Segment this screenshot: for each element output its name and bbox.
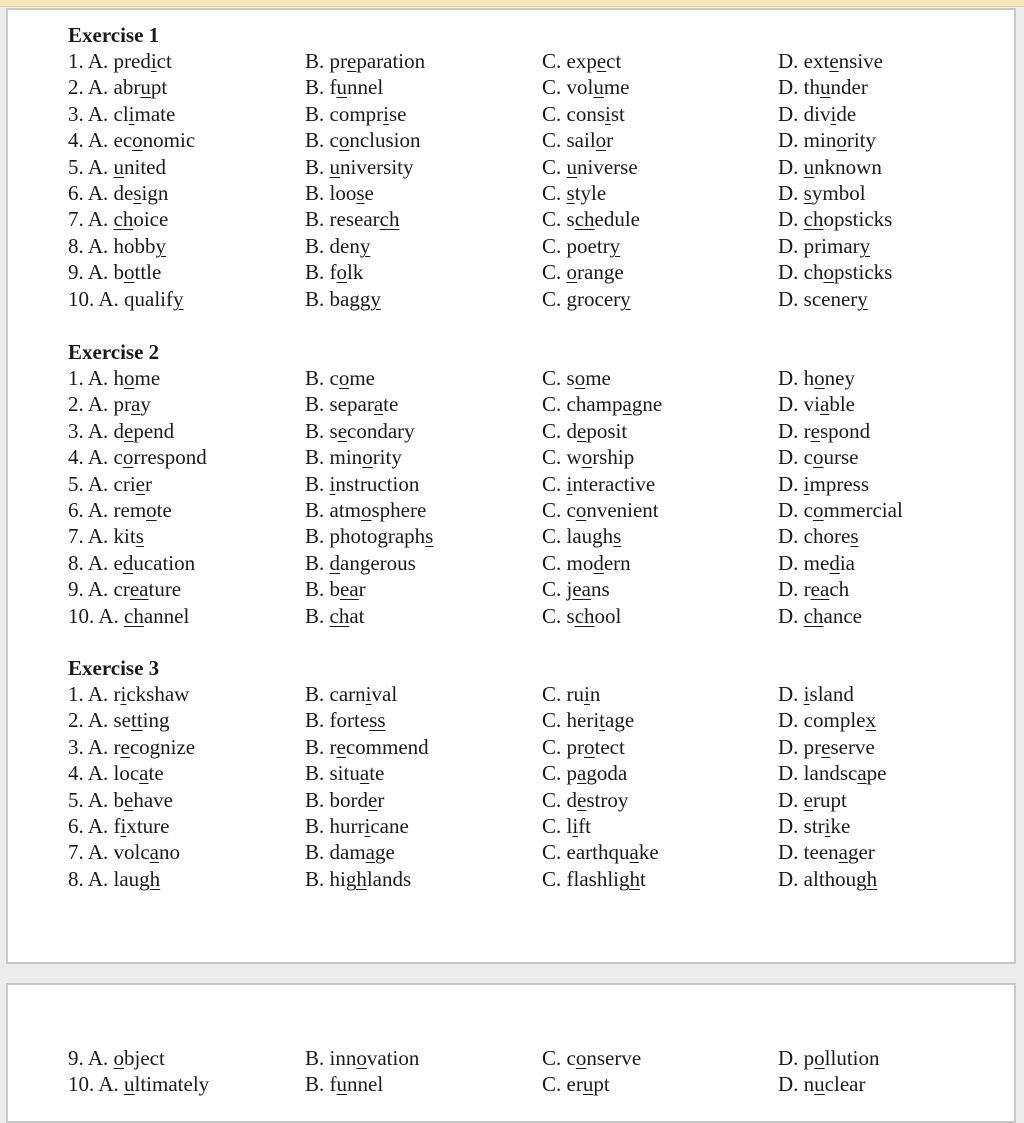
option-a: 5. A. behave	[68, 787, 173, 812]
question-row	[68, 787, 968, 813]
option-b: B. loose	[305, 180, 374, 205]
question-row	[68, 550, 968, 576]
document-page-2	[6, 983, 1016, 1123]
option-d: D. preserve	[778, 734, 875, 759]
option-a: 8. A. hobby	[68, 233, 167, 258]
option-d: D. thunder	[778, 75, 868, 100]
option-c: C. school	[542, 603, 622, 628]
question-row	[68, 154, 968, 180]
question-row	[68, 259, 968, 285]
question-row	[68, 839, 968, 865]
option-b: B. fortess	[305, 708, 386, 733]
option-b: B. situate	[305, 761, 385, 786]
exercise-3-continued-rows	[68, 1045, 968, 1098]
option-a: 10. A. ultimately	[68, 1072, 210, 1097]
question-row	[68, 707, 968, 733]
option-a: 2. A. pray	[68, 392, 151, 417]
option-c: C. flashlight	[542, 866, 646, 891]
question-row	[68, 681, 968, 707]
option-c: C. universe	[542, 154, 638, 179]
option-b: B. damage	[305, 840, 395, 865]
question-row	[68, 497, 968, 523]
question-row	[68, 1045, 968, 1071]
option-d: D. honey	[778, 366, 855, 390]
question-row	[68, 471, 968, 497]
option-c: C. orange	[542, 260, 624, 285]
option-a: 5. A. united	[68, 154, 167, 179]
option-c: C. destroy	[542, 787, 629, 812]
option-c: C. deposit	[542, 418, 628, 443]
option-d: D. scenery	[778, 286, 868, 311]
option-a: 10. A. qualify	[68, 286, 184, 311]
option-b: B. secondary	[305, 418, 415, 443]
option-b: B. conclusion	[305, 128, 421, 153]
option-c: C. champagne	[542, 392, 663, 417]
exercise-title: Exercise 2	[68, 340, 160, 364]
option-d: D. chores	[778, 524, 859, 549]
option-b: B. hurricane	[305, 813, 409, 838]
option-b: B. preparation	[305, 49, 426, 73]
option-b: B. comprise	[305, 101, 407, 126]
top-toolbar-strip	[0, 0, 1024, 7]
option-a: 3. A. climate	[68, 101, 176, 126]
option-b: B. research	[305, 207, 400, 232]
option-a: 7. A. kits	[68, 524, 144, 549]
question-row	[68, 101, 968, 127]
option-a: 3. A. depend	[68, 418, 175, 443]
question-row	[68, 576, 968, 602]
option-b: B. university	[305, 154, 414, 179]
option-b: B. highlands	[305, 866, 412, 891]
option-c: C. style	[542, 180, 607, 205]
option-a: 9. A. bottle	[68, 260, 162, 285]
option-b: B. funnel	[305, 75, 384, 100]
option-b: B. instruction	[305, 471, 420, 496]
question-row	[68, 206, 968, 232]
option-b: B. recommend	[305, 734, 429, 759]
option-d: D. teenager	[778, 840, 875, 865]
option-a: 7. A. volcano	[68, 840, 180, 865]
option-a: 9. A. creature	[68, 577, 182, 602]
question-row	[68, 734, 968, 760]
option-d: D. minority	[778, 128, 877, 153]
option-b: B. funnel	[305, 1072, 384, 1097]
option-d: D. chopsticks	[778, 260, 893, 285]
option-d: D. commercial	[778, 497, 903, 522]
question-row	[68, 523, 968, 549]
option-b: B. carnival	[305, 682, 398, 706]
option-d: D. respond	[778, 418, 871, 443]
option-c: C. modern	[542, 550, 631, 575]
option-d: D. symbol	[778, 180, 866, 205]
option-d: D. erupt	[778, 787, 847, 812]
option-a: 1. A. home	[68, 366, 161, 390]
option-b: B. photographs	[305, 524, 434, 549]
option-d: D. course	[778, 445, 859, 470]
exercise-title: Exercise 3	[68, 656, 160, 680]
option-c: C. expect	[542, 49, 622, 73]
question-row	[68, 418, 968, 444]
question-row	[68, 233, 968, 259]
option-b: B. come	[305, 366, 375, 390]
option-d: D. primary	[778, 233, 871, 258]
option-a: 2. A. setting	[68, 708, 170, 733]
option-c: C. grocery	[542, 286, 631, 311]
option-b: B. separate	[305, 392, 399, 417]
option-a: 6. A. fixture	[68, 813, 170, 838]
option-b: B. border	[305, 787, 385, 812]
question-row	[68, 813, 968, 839]
question-row	[68, 760, 968, 786]
option-c: C. heritage	[542, 708, 635, 733]
option-d: D. impress	[778, 471, 870, 496]
option-a: 6. A. remote	[68, 497, 172, 522]
option-c: C. earthquake	[542, 840, 659, 865]
document-page-1	[6, 8, 1016, 964]
option-d: D. although	[778, 866, 878, 891]
option-a: 3. A. recognize	[68, 734, 196, 759]
option-d: D. nuclear	[778, 1072, 866, 1097]
option-c: C. convenient	[542, 497, 659, 522]
option-b: B. baggy	[305, 286, 381, 311]
question-row	[68, 365, 968, 391]
option-c: C. interactive	[542, 471, 656, 496]
question-row	[68, 74, 968, 100]
option-b: B. deny	[305, 233, 371, 258]
exercise-title: Exercise 1	[68, 23, 160, 47]
exercise-3	[68, 655, 968, 892]
option-a: 7. A. choice	[68, 207, 169, 232]
option-a: 9. A. object	[68, 1046, 165, 1070]
option-b: B. innovation	[305, 1046, 420, 1070]
question-row	[68, 391, 968, 417]
question-row	[68, 444, 968, 470]
option-c: C. pagoda	[542, 761, 628, 786]
option-c: C. some	[542, 366, 611, 390]
option-c: C. schedule	[542, 207, 640, 232]
option-a: 1. A. rickshaw	[68, 682, 190, 706]
option-d: D. pollution	[778, 1046, 880, 1070]
question-row	[68, 603, 968, 629]
option-b: B. minority	[305, 445, 402, 470]
option-b: B. chat	[305, 603, 365, 628]
option-c: C. conserve	[542, 1046, 642, 1070]
option-a: 1. A. predict	[68, 49, 172, 73]
question-row	[68, 866, 968, 892]
exercise-2	[68, 339, 968, 629]
option-d: D. strike	[778, 813, 851, 838]
option-b: B. dangerous	[305, 550, 416, 575]
option-d: D. chopsticks	[778, 207, 893, 232]
option-d: D. reach	[778, 577, 850, 602]
option-b: B. folk	[305, 260, 364, 285]
option-c: C. lift	[542, 813, 592, 838]
option-d: D. extensive	[778, 49, 883, 73]
option-b: B. atmosphere	[305, 497, 427, 522]
option-d: D. island	[778, 682, 854, 706]
option-a: 4. A. correspond	[68, 445, 207, 470]
question-row	[68, 286, 968, 312]
option-d: D. complex	[778, 708, 876, 733]
option-d: D. unknown	[778, 154, 882, 179]
option-c: C. jeans	[542, 577, 610, 602]
option-c: C. volume	[542, 75, 630, 100]
exercise-3-continued	[68, 1045, 968, 1098]
option-a: 2. A. abrupt	[68, 75, 168, 100]
option-c: C. consist	[542, 101, 625, 126]
option-b: B. bear	[305, 577, 366, 602]
option-d: D. media	[778, 550, 855, 575]
exercise-3-rows	[68, 681, 968, 892]
option-d: D. viable	[778, 392, 855, 417]
option-a: 8. A. laugh	[68, 866, 161, 891]
option-c: C. sailor	[542, 128, 614, 153]
option-a: 10. A. channel	[68, 603, 190, 628]
option-a: 4. A. locate	[68, 761, 164, 786]
option-a: 6. A. design	[68, 180, 169, 205]
option-a: 5. A. crier	[68, 471, 152, 496]
question-row	[68, 180, 968, 206]
option-c: C. protect	[542, 734, 625, 759]
option-a: 4. A. economic	[68, 128, 196, 153]
option-a: 8. A. education	[68, 550, 196, 575]
question-row	[68, 1071, 968, 1097]
question-row	[68, 127, 968, 153]
option-c: C. poetry	[542, 233, 621, 258]
option-d: D. chance	[778, 603, 862, 628]
exercise-1	[68, 22, 968, 312]
exercise-2-rows	[68, 365, 968, 629]
option-d: D. divide	[778, 101, 857, 126]
option-c: C. erupt	[542, 1072, 610, 1097]
question-row	[68, 48, 968, 74]
option-c: C. laughs	[542, 524, 622, 549]
option-c: C. worship	[542, 445, 635, 470]
option-c: C. ruin	[542, 682, 601, 706]
exercise-1-rows	[68, 48, 968, 312]
option-d: D. landscape	[778, 761, 887, 786]
